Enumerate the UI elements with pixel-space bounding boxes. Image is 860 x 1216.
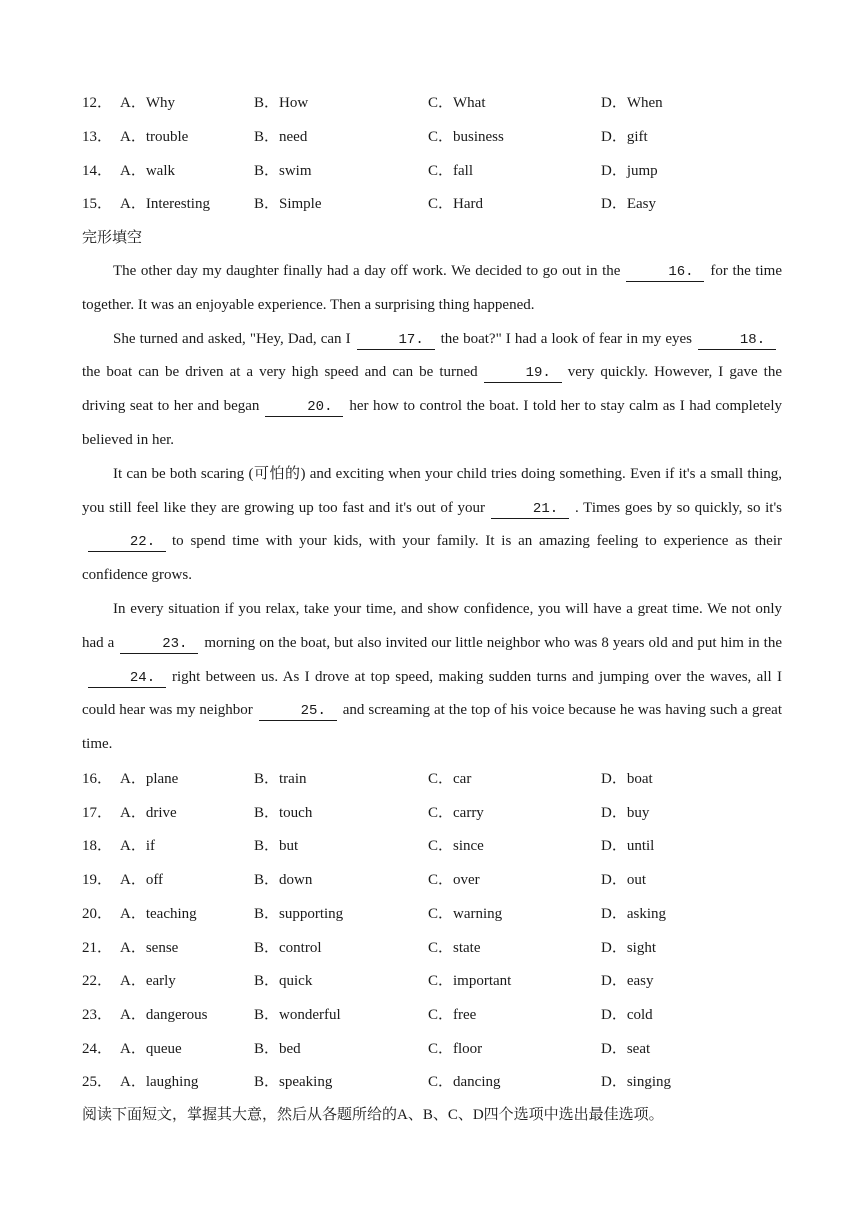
question-row bbox=[82, 192, 782, 214]
option-d: D．asking bbox=[601, 905, 666, 922]
option-d: D．gift bbox=[601, 128, 648, 145]
option-b: B．bed bbox=[254, 1040, 301, 1057]
option-b: B．control bbox=[254, 939, 322, 956]
option-b: B．down bbox=[254, 872, 313, 889]
option-c: C．warning bbox=[428, 905, 503, 922]
question-row bbox=[82, 1037, 782, 1059]
option-d: D．easy bbox=[601, 973, 654, 990]
option-a: A．laughing bbox=[120, 1074, 199, 1091]
question-row bbox=[82, 125, 782, 147]
option-d: D．until bbox=[601, 838, 655, 855]
option-b: B．wonderful bbox=[254, 1006, 341, 1023]
option-b: B．quick bbox=[254, 973, 313, 990]
option-c: C．Hard bbox=[428, 196, 483, 213]
question-number: 12． bbox=[82, 95, 113, 111]
option-a: A．Interesting bbox=[120, 196, 210, 213]
section-title: 完形填空 bbox=[82, 230, 143, 246]
question-number: 24． bbox=[82, 1040, 113, 1057]
question-row bbox=[82, 969, 782, 991]
option-d: D．cold bbox=[601, 1006, 653, 1023]
question-number: 15． bbox=[82, 196, 113, 213]
blank-24: 24. bbox=[88, 669, 166, 688]
question-row bbox=[82, 868, 782, 890]
question-number: 13． bbox=[82, 128, 113, 145]
option-a: A．plane bbox=[120, 771, 179, 787]
blank-19: 19. bbox=[484, 364, 562, 383]
question-row bbox=[82, 801, 782, 823]
reading-instruction: 阅读下面短文，掌握其大意，然后从各题所给的A、B、C、D四个选项中选出最佳选项。 bbox=[82, 1107, 664, 1123]
question-number: 20． bbox=[82, 905, 113, 922]
option-a: A．early bbox=[120, 973, 176, 990]
option-d: D．buy bbox=[601, 804, 650, 821]
paragraph-3: It can be both scaring (可怕的) and exciting when your child tries doing something. Even if it's a small thing, you still feel like they are growing up too fast and it's out of your 21. . Times goes by so quickly, so it's22. to spend time with your kids, with your family. It is an amazing feeling to experience as their confidence grows. bbox=[82, 465, 782, 584]
option-a: A．off bbox=[120, 872, 164, 889]
option-a: A．walk bbox=[120, 162, 175, 179]
option-c: C．What bbox=[428, 95, 486, 111]
question-number: 25． bbox=[82, 1074, 113, 1091]
option-c: C．over bbox=[428, 872, 480, 889]
paragraph-2: She turned and asked, "Hey, Dad, can I 17. the boat?" I had a look of fear in my eyes 18.the boat can be driven at a very high speed and can be turned 19. very quickly. However, I gave the driving seat to her and began 20. her how to control the boat. I told her to stay calm as I had completely believed in her. bbox=[82, 330, 782, 448]
question-row bbox=[82, 1003, 782, 1025]
question-number: 22． bbox=[82, 973, 113, 990]
blank-23: 23. bbox=[120, 635, 198, 654]
option-c: C．since bbox=[428, 838, 484, 855]
paragraph-4: In every situation if you relax, take your time, and show confidence, you will have a great time. We not only had a 23. morning on the boat, but also invited our little neighbor who was 8 years old and put him in the24. right between us. As I drove at top speed, making sudden turns and jumping over the waves, all I could hear was my neighbor 25. and screaming at the top of his voice because he was having such a great time. bbox=[82, 600, 783, 753]
blank-17: 17. bbox=[357, 331, 435, 350]
question-row bbox=[82, 1070, 782, 1092]
question-row bbox=[82, 159, 782, 181]
option-b: B．but bbox=[254, 838, 299, 855]
option-b: B．Simple bbox=[254, 196, 322, 213]
question-row bbox=[82, 91, 782, 113]
question-row bbox=[82, 834, 782, 856]
option-d: D．sight bbox=[601, 939, 657, 956]
question-number: 23． bbox=[82, 1006, 113, 1023]
question-row bbox=[82, 767, 782, 789]
cloze-passage bbox=[82, 255, 782, 762]
option-d: D．seat bbox=[601, 1040, 651, 1057]
question-number: 16． bbox=[82, 771, 113, 787]
question-row bbox=[82, 936, 782, 958]
option-a: A．Why bbox=[120, 95, 175, 111]
blank-18: 18. bbox=[698, 331, 776, 350]
option-d: D．boat bbox=[601, 771, 653, 787]
option-d: D．When bbox=[601, 95, 663, 111]
paragraph-1: The other day my daughter finally had a day off work. We decided to go out in the 16. for the time together. It was an enjoyable experience. Then a surprising thing happened. bbox=[82, 263, 782, 313]
option-c: C．dancing bbox=[428, 1074, 501, 1091]
blank-22: 22. bbox=[88, 533, 166, 552]
blank-25: 25. bbox=[259, 702, 337, 721]
option-a: A．sense bbox=[120, 939, 179, 956]
question-number: 19． bbox=[82, 872, 113, 889]
option-a: A．dangerous bbox=[120, 1006, 208, 1023]
option-a: A．teaching bbox=[120, 905, 197, 922]
option-c: C．carry bbox=[428, 804, 484, 821]
option-c: C．free bbox=[428, 1006, 477, 1023]
option-d: D．singing bbox=[601, 1074, 672, 1091]
option-d: D．out bbox=[601, 872, 647, 889]
option-c: C．important bbox=[428, 973, 512, 990]
option-d: D．jump bbox=[601, 162, 658, 179]
option-c: C．car bbox=[428, 771, 472, 787]
option-b: B．speaking bbox=[254, 1074, 333, 1091]
option-b: B．How bbox=[254, 95, 309, 111]
option-a: A．queue bbox=[120, 1040, 182, 1057]
blank-21: 21. bbox=[491, 500, 569, 519]
option-b: B．supporting bbox=[254, 905, 344, 922]
question-number: 14． bbox=[82, 162, 113, 179]
question-number: 17． bbox=[82, 804, 113, 821]
option-c: C．state bbox=[428, 939, 481, 956]
option-a: A．if bbox=[120, 838, 155, 855]
option-a: A．trouble bbox=[120, 128, 189, 145]
option-c: C．floor bbox=[428, 1040, 483, 1057]
option-b: B．swim bbox=[254, 162, 312, 179]
option-c: C．business bbox=[428, 128, 504, 145]
blank-16: 16. bbox=[626, 263, 704, 282]
option-a: A．drive bbox=[120, 804, 177, 821]
question-row bbox=[82, 902, 782, 924]
question-number: 21． bbox=[82, 939, 113, 956]
option-c: C．fall bbox=[428, 162, 473, 179]
blank-20: 20. bbox=[265, 398, 343, 417]
option-b: B．touch bbox=[254, 804, 313, 821]
option-b: B．need bbox=[254, 128, 308, 145]
option-b: B．train bbox=[254, 771, 307, 787]
option-d: D．Easy bbox=[601, 196, 656, 213]
question-number: 18． bbox=[82, 838, 113, 855]
